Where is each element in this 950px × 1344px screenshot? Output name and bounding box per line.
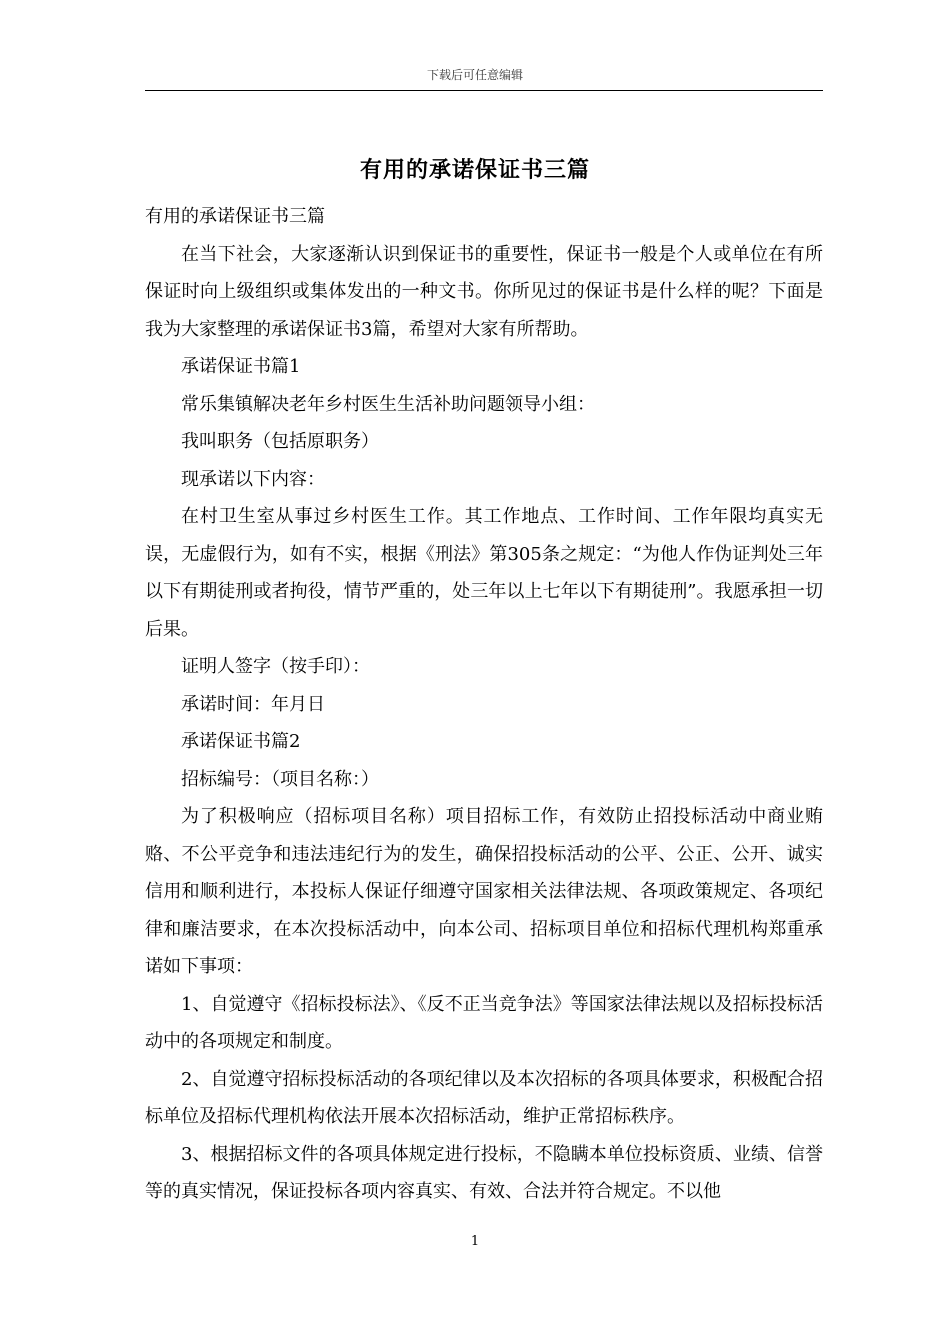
body-paragraph: 证明人签字（按手印）：	[181, 656, 370, 677]
body-paragraph: 现承诺以下内容：	[181, 468, 325, 490]
body-paragraph: 2、自觉遵守招标投标活动的各项纪律以及本次招标的各项具体要求，积极配合招标单位及招标代理机构依法开展本次招标活动，维护正常招标秩序。	[145, 1068, 823, 1127]
header-note: 下载后可任意编辑	[426, 68, 523, 82]
subtitle-paragraph: 有用的承诺保证书三篇	[145, 206, 325, 227]
header-divider	[145, 90, 823, 91]
body-paragraph: 在村卫生室从事过乡村医生工作。其工作地点、工作时间、工作年限均真实无误，无虚假行为，如有不实，根据《刑法》第305条之规定：“为他人作伪证判处三年以下有期徒刑或者拘役，情节严重的，处三年以上七年以下有期徒刑”。我愿承担一切后果。	[145, 506, 823, 640]
document-body	[145, 198, 823, 1211]
body-paragraph: 为了积极响应（招标项目名称）项目招标工作，有效防止招投标活动中商业贿赂、不公平竞争和违法违纪行为的发生，确保招投标活动的公平、公正、公开、诚实信用和顺利进行，本投标人保证仔细遵守国家相关法律法规、各项政策规定、各项纪律和廉洁要求，在本次投标活动中，向本公司、招标项目单位和招标代理机构郑重承诺如下事项：	[145, 806, 823, 977]
body-paragraph: 我叫职务（包括原职务）	[181, 431, 379, 452]
body-paragraph: 在当下社会，大家逐渐认识到保证书的重要性，保证书一般是个人或单位在有所保证时向上级组织或集体发出的一种文书。你所见过的保证书是什么样的呢？下面是我为大家整理的承诺保证书3篇，希望对大家有所帮助。	[145, 243, 823, 340]
body-paragraph: 1、自觉遵守《招标投标法》、《反不正当竞争法》等国家法律法规以及招标投标活动中的各项规定和制度。	[145, 993, 823, 1052]
document-title: 有用的承诺保证书三篇	[359, 157, 590, 183]
section-heading: 承诺保证书篇2	[181, 731, 301, 752]
body-paragraph: 3、根据招标文件的各项具体规定进行投标，不隐瞒本单位投标资质、业绩、信誉等的真实情况，保证投标各项内容真实、有效、合法并符合规定。不以他	[145, 1143, 823, 1202]
page-number: 1	[470, 1234, 480, 1249]
body-paragraph: 承诺时间：年月日	[181, 693, 325, 715]
section-heading: 承诺保证书篇1	[181, 356, 301, 377]
body-paragraph: 招标编号：（项目名称：）	[181, 768, 379, 790]
body-paragraph: 常乐集镇解决老年乡村医生生活补助问题领导小组：	[181, 393, 595, 415]
